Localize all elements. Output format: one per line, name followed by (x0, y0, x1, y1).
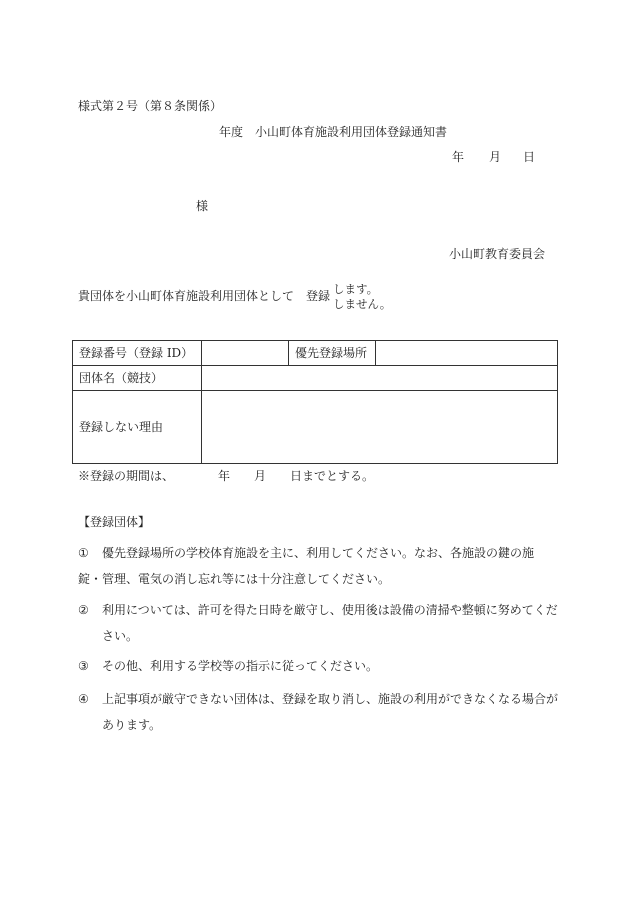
registration-table (72, 340, 558, 464)
group-name-field[interactable] (202, 366, 558, 391)
rule-number: ① (78, 546, 89, 560)
rule-number: ③ (78, 659, 89, 673)
form-number: 様式第２号（第８条関係） (78, 99, 223, 113)
reg-number-field[interactable] (202, 341, 289, 366)
priority-place-label: 優先登録場所 (289, 341, 376, 366)
date-year-label: 年 (452, 150, 465, 164)
rule-text: その他、利用する学校等の指示に従ってください。 (102, 659, 379, 673)
date-day-label: 日 (523, 150, 536, 164)
reason-label: 登録しない理由 (73, 391, 202, 464)
table-row (73, 391, 558, 464)
recipient-suffix: 様 (196, 199, 209, 213)
priority-place-field[interactable] (376, 341, 558, 366)
period-prefix: ※登録の期間は、 (78, 469, 175, 483)
rule-number: ④ (78, 692, 89, 706)
table-row (73, 341, 558, 366)
period-suffix: 日までとする。 (290, 469, 375, 483)
period-year-label: 年 (218, 469, 231, 483)
rule-text: 上記事項が厳守できない団体は、登録を取り消し、施設の利用ができなくなる場合があります。 (102, 692, 559, 732)
group-name-label: 団体名（競技） (73, 366, 202, 391)
reason-field[interactable] (202, 391, 558, 464)
rule-text: 優先登録場所の学校体育施設を主に、利用してください。なお、各施設の鍵の施錠・管理、電気の消し忘れ等には十分注意してください。 (78, 546, 535, 586)
period-month-label: 月 (254, 469, 267, 483)
date-month-label: 月 (489, 150, 502, 164)
option-yes: します。 (333, 282, 379, 296)
rule-text: 利用については、許可を得た日時を厳守し、使用後は設備の清掃や整頓に努めてください。 (102, 603, 558, 643)
table-row (73, 366, 558, 391)
rules-heading: 【登録団体】 (78, 515, 151, 529)
rule-number: ② (78, 603, 89, 617)
notice-body: 貴団体を小山町体育施設利用団体として 登録 (78, 289, 331, 303)
issuer-name: 小山町教育委員会 (449, 247, 546, 261)
reg-number-label: 登録番号（登録 ID） (73, 341, 202, 366)
document-title: 年度 小山町体育施設利用団体登録通知書 (219, 125, 448, 139)
option-no: しません。 (333, 297, 392, 311)
